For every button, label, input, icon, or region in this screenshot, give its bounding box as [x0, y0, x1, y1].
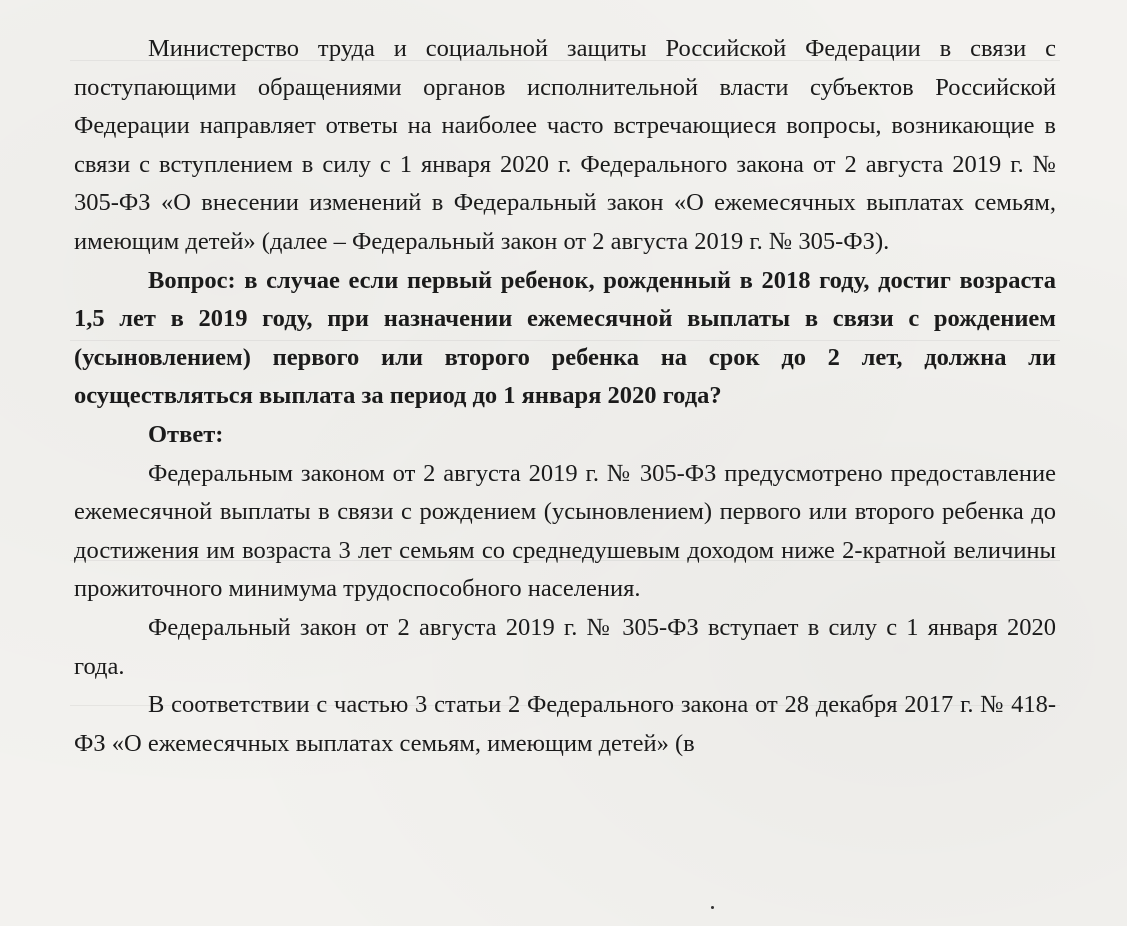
answer-paragraph-3: В соответствии с частью 3 статьи 2 Федерального закона от 28 декабря 2017 г. № 418-ФЗ «О ежемесячных выплатах семьям, имеющим детей» (в [74, 691, 1056, 757]
question-paragraph: Вопрос: в случае если первый ребенок, рожденный в 2018 году, достиг возраста 1,5 лет в 2019 году, при назначении ежемесячной выплаты в связи с рождением (усыновлением) первого или второго ребенка на срок до 2 лет, должна ли осуществляться выплата за период до 1 января 2020 года? [74, 266, 1056, 410]
answer-paragraph-1: Федеральным законом от 2 августа 2019 г. № 305-ФЗ предусмотрено предоставление ежемесячной выплаты в связи с рождением (усыновлением) первого или второго ребенка до достижения им возраста 3 лет семьям со среднедушевым доходом ниже 2-кратной величины прожиточного минимума трудоспособного населения. [74, 459, 1056, 603]
scan-speck [711, 906, 714, 909]
intro-paragraph: Министерство труда и социальной защиты Российской Федерации в связи с поступающими обращениями органов исполнительной власти субъектов Российской Федерации направляет ответы на наиболее часто встречающиеся вопросы, возникающие в связи с вступлением в силу с 1 января 2020 г. Федерального закона от 2 августа 2019 г. № 305-ФЗ «О внесении изменений в Федеральный закон «О ежемесячных выплатах семьям, имеющим детей» (далее – Федеральный закон от 2 августа 2019 г. № 305-ФЗ). [74, 35, 1056, 255]
document-body [74, 30, 1056, 763]
answer-label: Ответ: [148, 420, 224, 448]
answer-paragraph-2: Федеральный закон от 2 августа 2019 г. № 305-ФЗ вступает в силу с 1 января 2020 года. [74, 613, 1056, 680]
